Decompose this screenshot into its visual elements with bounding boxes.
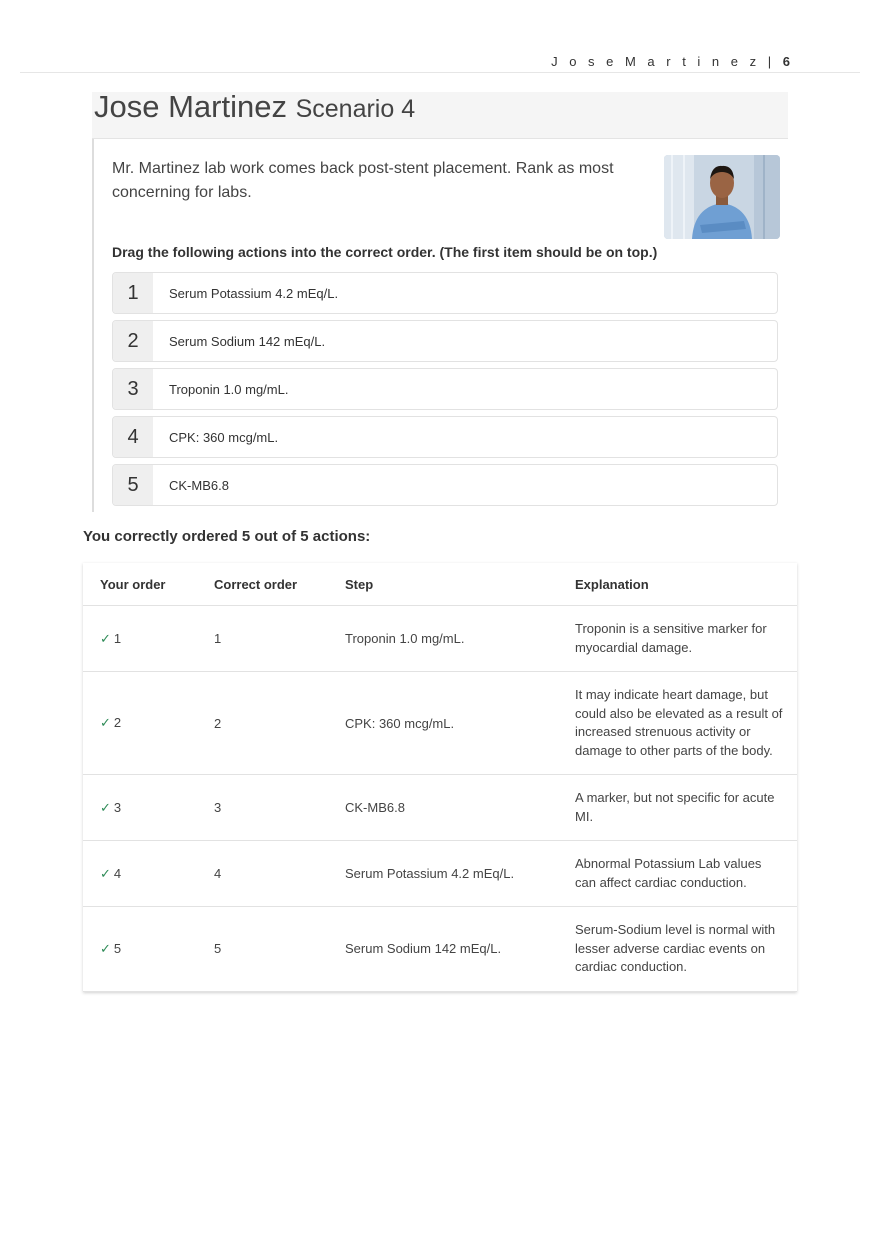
rank-item[interactable] [112, 464, 778, 506]
checkmark-icon: ✓ [100, 630, 111, 646]
correct-order-cell: 4 [214, 841, 345, 907]
rank-list [112, 272, 778, 512]
your-order-value: 1 [113, 630, 122, 646]
scenario-title [92, 89, 788, 139]
col-your-order: Your order [83, 563, 214, 606]
your-order-cell [83, 606, 214, 672]
rank-item[interactable] [112, 368, 778, 410]
step-cell: Serum Potassium 4.2 mEq/L. [345, 841, 575, 907]
explanation-cell: Troponin is a sensitive marker for myocardial damage. [575, 606, 797, 672]
scenario-body [92, 139, 790, 512]
table-row [83, 907, 797, 992]
explanation-cell: It may indicate heart damage, but could also be elevated as a result of increased strenuous activity or damage to other parts of the body. [575, 672, 797, 775]
col-correct-order: Correct order [214, 563, 345, 606]
table-row [83, 672, 797, 775]
rank-label: Troponin 1.0 mg/mL. [169, 381, 289, 397]
rank-label: CK-MB6.8 [169, 477, 229, 493]
table-row [83, 606, 797, 672]
scenario-panel [92, 89, 788, 512]
rank-number: 2 [113, 321, 153, 361]
header-rule [20, 72, 860, 73]
correct-order-cell: 1 [214, 606, 345, 672]
header-page-number: 6 [782, 54, 790, 69]
explanation-cell: Serum-Sodium level is normal with lesser adverse cardiac events on cardiac conduction. [575, 907, 797, 992]
rank-item[interactable] [112, 416, 778, 458]
explanation-cell: A marker, but not specific for acute MI. [575, 775, 797, 841]
table-row [83, 775, 797, 841]
scenario-title-name: Jose Martinez [94, 89, 287, 124]
checkmark-icon: ✓ [100, 865, 111, 881]
your-order-value: 2 [113, 715, 122, 730]
col-step: Step [345, 563, 575, 606]
rank-item[interactable] [112, 272, 778, 314]
checkmark-icon: ✓ [100, 940, 111, 956]
rank-label: Serum Sodium 142 mEq/L. [169, 333, 326, 349]
header-author: J o s e M a r t i n e z [551, 54, 761, 69]
your-order-value: 3 [113, 799, 122, 815]
explanation-cell: Abnormal Potassium Lab values can affect cardiac conduction. [575, 841, 797, 907]
rank-item[interactable] [112, 320, 778, 362]
your-order-cell [83, 672, 214, 775]
patient-photo [664, 155, 780, 239]
scenario-prompt: Mr. Martinez lab work comes back post-stent placement. Rank as most concerning for labs. [112, 160, 614, 201]
rank-number: 5 [113, 465, 153, 505]
scenario-title-suffix: Scenario 4 [295, 95, 416, 123]
your-order-cell [83, 907, 214, 992]
page-header [551, 54, 790, 69]
rank-number: 3 [113, 369, 153, 409]
results-table [83, 563, 797, 992]
correct-order-cell: 5 [214, 907, 345, 992]
rank-label: Serum Potassium 4.2 mEq/L. [169, 285, 339, 301]
results-header-row [83, 563, 797, 606]
rank-number: 4 [113, 417, 153, 457]
rank-number: 1 [113, 273, 153, 313]
step-cell: Serum Sodium 142 mEq/L. [345, 907, 575, 992]
checkmark-icon: ✓ [100, 715, 111, 730]
checkmark-icon: ✓ [100, 799, 111, 815]
table-row [83, 841, 797, 907]
col-explanation: Explanation [575, 563, 797, 606]
rank-label: CPK: 360 mcg/mL. [169, 429, 279, 445]
results-heading: You correctly ordered 5 out of 5 actions: [83, 528, 371, 545]
correct-order-cell: 2 [214, 672, 345, 775]
drag-instruction: Drag the following actions into the correct order. (The first item should be on top.) [112, 244, 658, 260]
header-separator: | [767, 54, 776, 69]
your-order-value: 4 [113, 865, 122, 881]
your-order-value: 5 [113, 940, 122, 956]
step-cell: CK-MB6.8 [345, 775, 575, 841]
step-cell: Troponin 1.0 mg/mL. [345, 606, 575, 672]
your-order-cell [83, 841, 214, 907]
your-order-cell [83, 775, 214, 841]
correct-order-cell: 3 [214, 775, 345, 841]
step-cell: CPK: 360 mcg/mL. [345, 672, 575, 775]
